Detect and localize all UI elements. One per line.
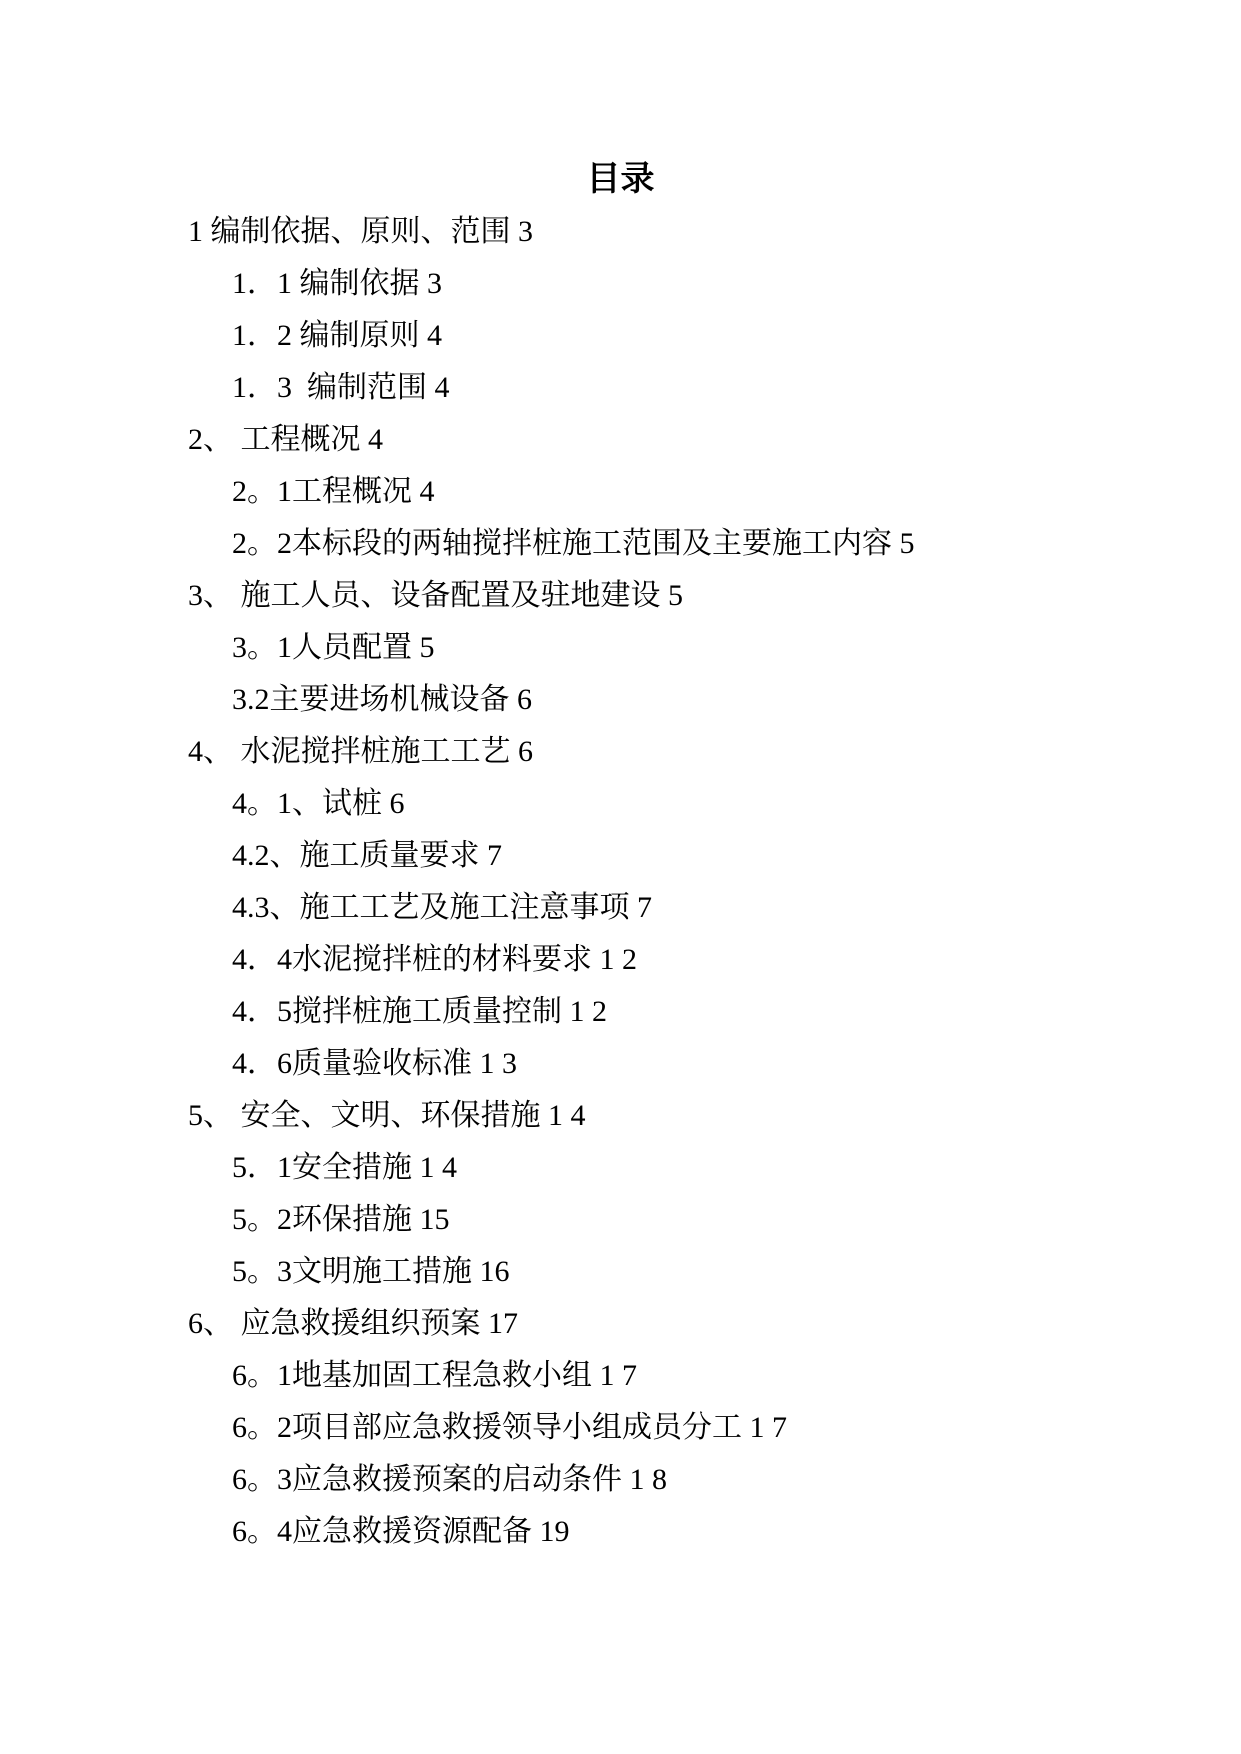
toc-title: 目录 xyxy=(586,161,655,198)
toc-entry-16[interactable]: 4．5搅拌桩施工质量控制 1 2 xyxy=(232,995,607,1028)
toc-entry-8[interactable]: 3、 施工人员、设备配置及驻地建设 5 xyxy=(188,579,683,612)
toc-entry-21[interactable]: 5。3文明施工措施 16 xyxy=(232,1255,510,1288)
toc-entry-11[interactable]: 4、 水泥搅拌桩施工工艺 6 xyxy=(188,735,533,768)
toc-entry-24[interactable]: 6。2项目部应急救援领导小组成员分工 1 7 xyxy=(232,1411,787,1444)
toc-entry-14[interactable]: 4.3、施工工艺及施工注意事项 7 xyxy=(232,891,652,924)
toc-entry-15[interactable]: 4．4水泥搅拌桩的材料要求 1 2 xyxy=(232,943,637,976)
toc-entry-10[interactable]: 3.2主要进场机械设备 6 xyxy=(232,683,532,716)
toc-entry-25[interactable]: 6。3应急救援预案的启动条件 1 8 xyxy=(232,1463,667,1496)
toc-entry-6[interactable]: 2。1工程概况 4 xyxy=(232,475,435,508)
toc-entry-17[interactable]: 4．6质量验收标准 1 3 xyxy=(232,1047,517,1080)
toc-entry-22[interactable]: 6、 应急救援组织预案 17 xyxy=(188,1307,518,1340)
toc-list xyxy=(0,206,1241,1558)
toc-entry-2[interactable]: 1．1 编制依据 3 xyxy=(232,267,442,300)
toc-entry-26[interactable]: 6。4应急救援资源配备 19 xyxy=(232,1515,570,1548)
toc-entry-18[interactable]: 5、 安全、文明、环保措施 1 4 xyxy=(188,1099,586,1132)
toc-entry-9[interactable]: 3。1人员配置 5 xyxy=(232,631,435,664)
toc-entry-19[interactable]: 5．1安全措施 1 4 xyxy=(232,1151,457,1184)
toc-entry-5[interactable]: 2、 工程概况 4 xyxy=(188,423,383,456)
toc-entry-7[interactable]: 2。2本标段的两轴搅拌桩施工范围及主要施工内容 5 xyxy=(232,527,915,560)
toc-entry-23[interactable]: 6。1地基加固工程急救小组 1 7 xyxy=(232,1359,637,1392)
toc-entry-12[interactable]: 4。1、试桩 6 xyxy=(232,787,405,820)
toc-entry-3[interactable]: 1．2 编制原则 4 xyxy=(232,319,442,352)
toc-entry-1[interactable]: 1 编制依据、原则、范围 3 xyxy=(188,215,533,248)
toc-entry-20[interactable]: 5。2环保措施 15 xyxy=(232,1203,450,1236)
toc-entry-4[interactable]: 1．3 编制范围 4 xyxy=(232,371,450,404)
toc-entry-13[interactable]: 4.2、施工质量要求 7 xyxy=(232,839,502,872)
